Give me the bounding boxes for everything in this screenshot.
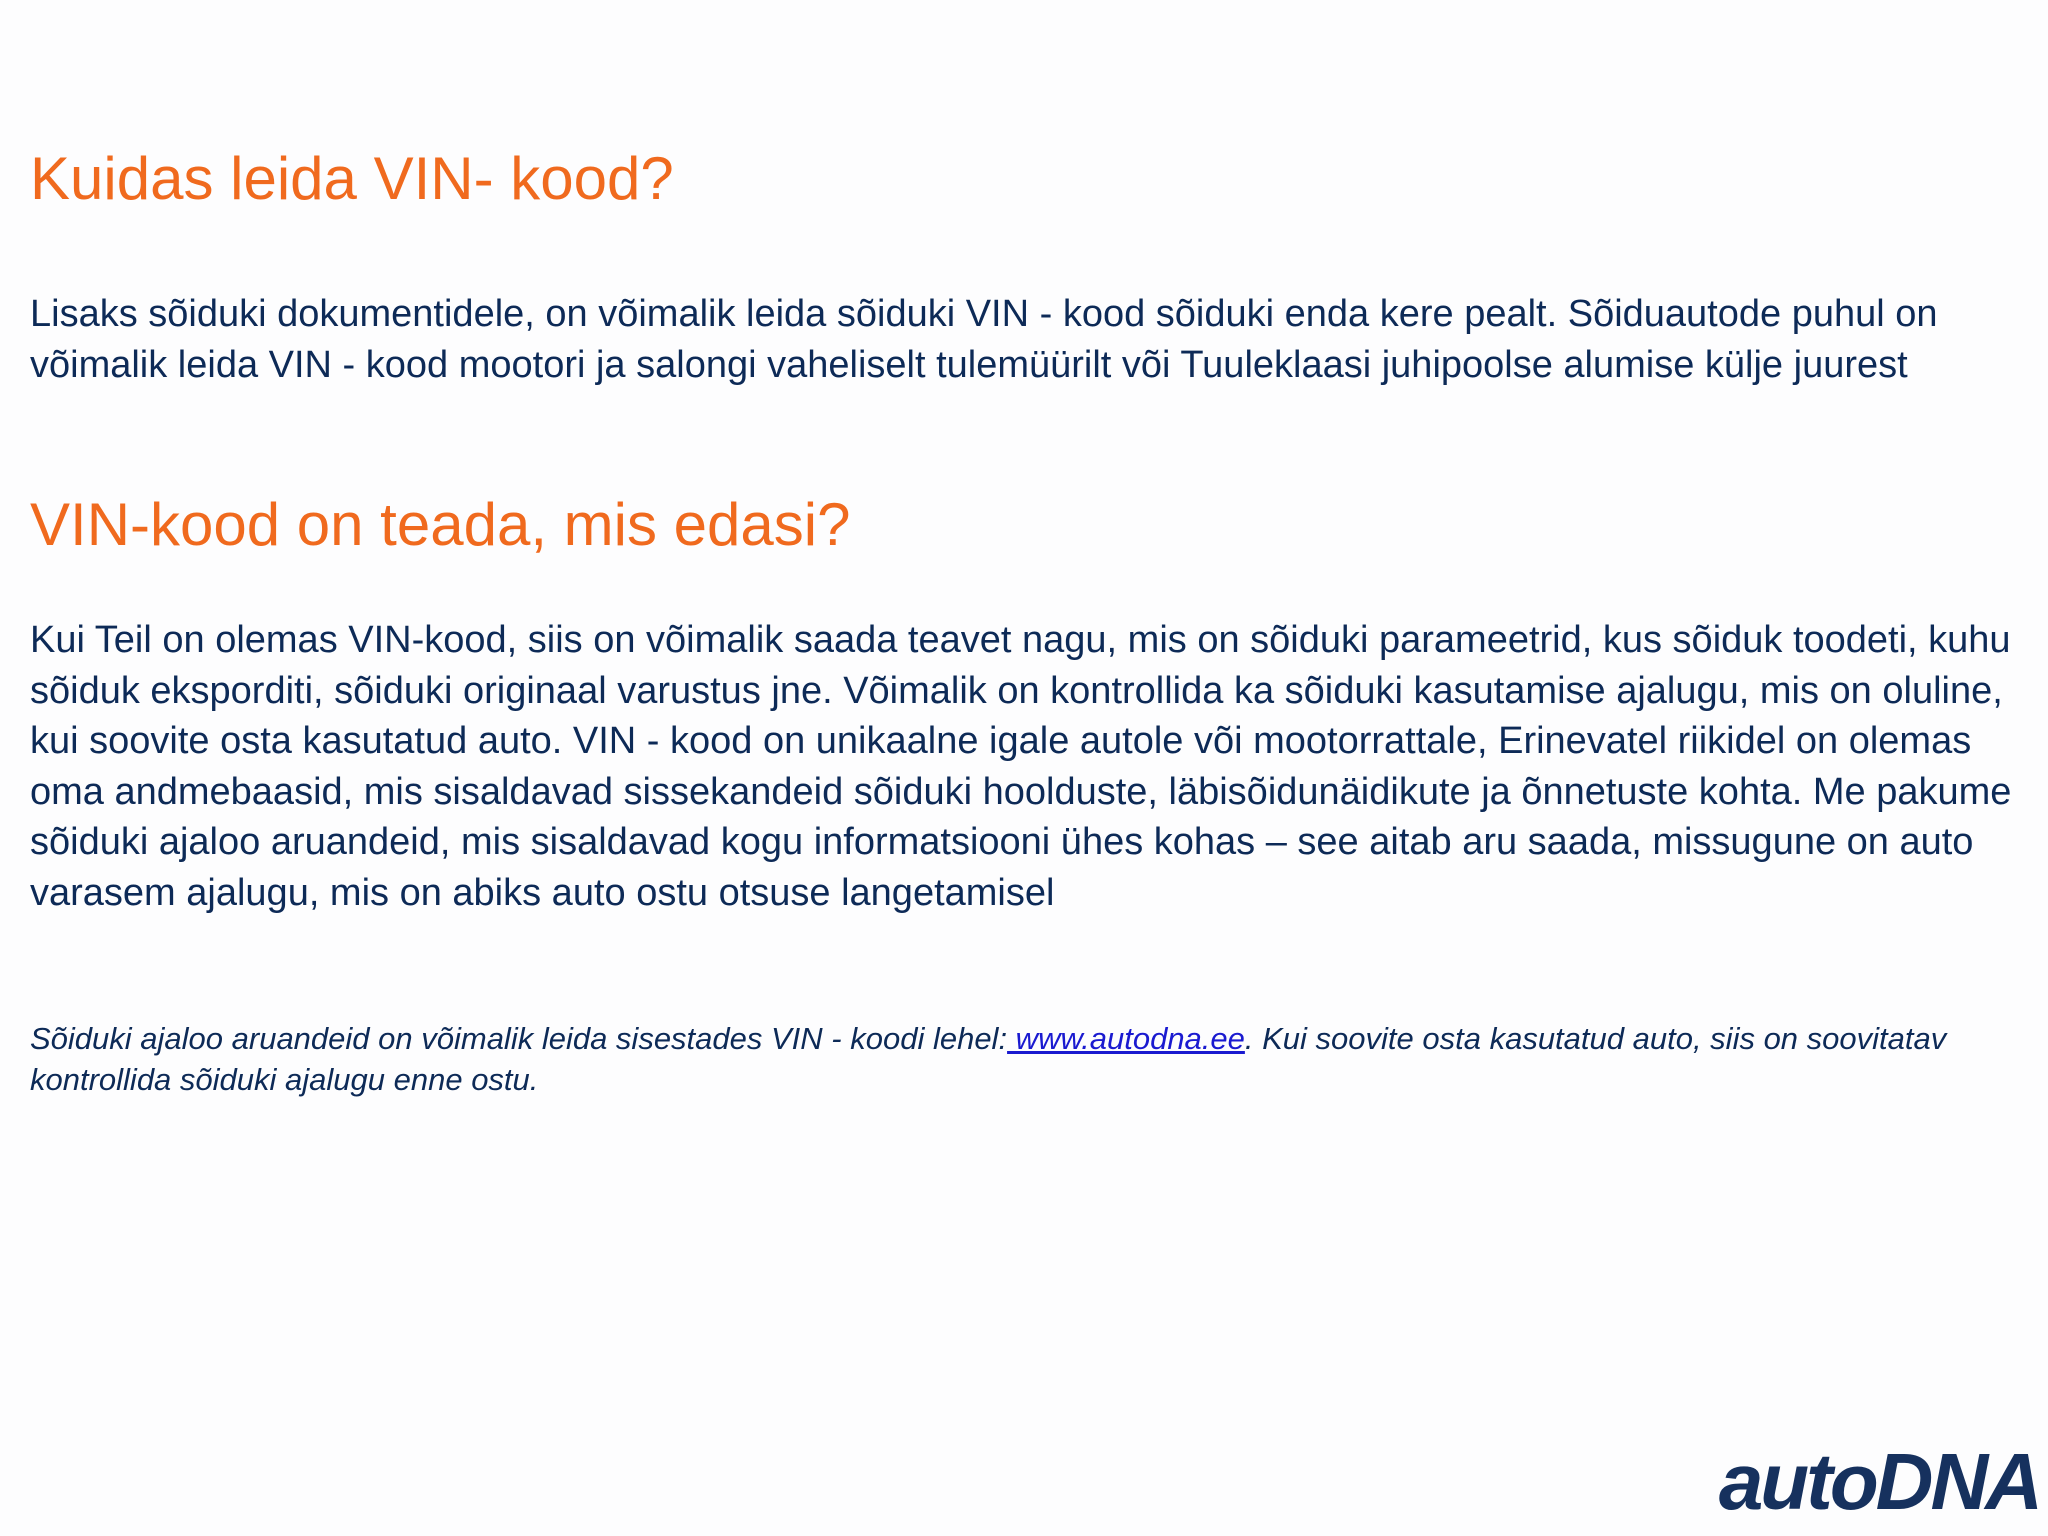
heading-vin-known: VIN-kood on teada, mis edasi? bbox=[30, 491, 851, 558]
footnote-text-after: . Kui soovite osta kasutatud auto, siis on soovitatav kontrollida sõiduki ajalugu enne ostu. bbox=[30, 1021, 1947, 1097]
autodna-logo: autoDNA bbox=[1718, 1437, 2040, 1526]
footnote bbox=[30, 1018, 2020, 1100]
autodna-link[interactable]: www.autodna.ee bbox=[1007, 1021, 1245, 1056]
paragraph-vin-known: Kui Teil on olemas VIN-kood, siis on võimalik saada teavet nagu, mis on sõiduki parameetrid, kus sõiduk toodeti, kuhu sõiduk eksporditi, sõiduki originaal varustus jne. Võimalik on kontrollida ka sõiduki kasutamise ajalugu, mis on oluline, kui soovite osta kasutatud auto. VIN - kood on unikaalne igale autole või mootorrattale, Erinevatel riikidel on olemas oma andmebaasid, mis sisaldavad sissekandeid sõiduki hoolduste, läbisõidunäidikute ja õnnetuste kohta. Me pakume sõiduki ajaloo aruandeid, mis sisaldavad kogu informatsiooni ühes kohas – see aitab aru saada, missugune on auto varasem ajalugu, mis on abiks auto ostu otsuse langetamisel bbox=[30, 619, 2012, 914]
paragraph-find-vin: Lisaks sõiduki dokumentidele, on võimalik leida sõiduki VIN - kood sõiduki enda kere pealt. Sõiduautode puhul on võimalik leida VIN - kood mootori ja salongi vaheliselt tulemüürilt või Tuuleklaasi juhipoolse alumise külje juurest bbox=[30, 293, 1938, 386]
footnote-text-before: Sõiduki ajaloo aruandeid on võimalik leida sisestades VIN - koodi lehel: bbox=[30, 1021, 1008, 1056]
heading-find-vin: Kuidas leida VIN- kood? bbox=[30, 145, 674, 212]
